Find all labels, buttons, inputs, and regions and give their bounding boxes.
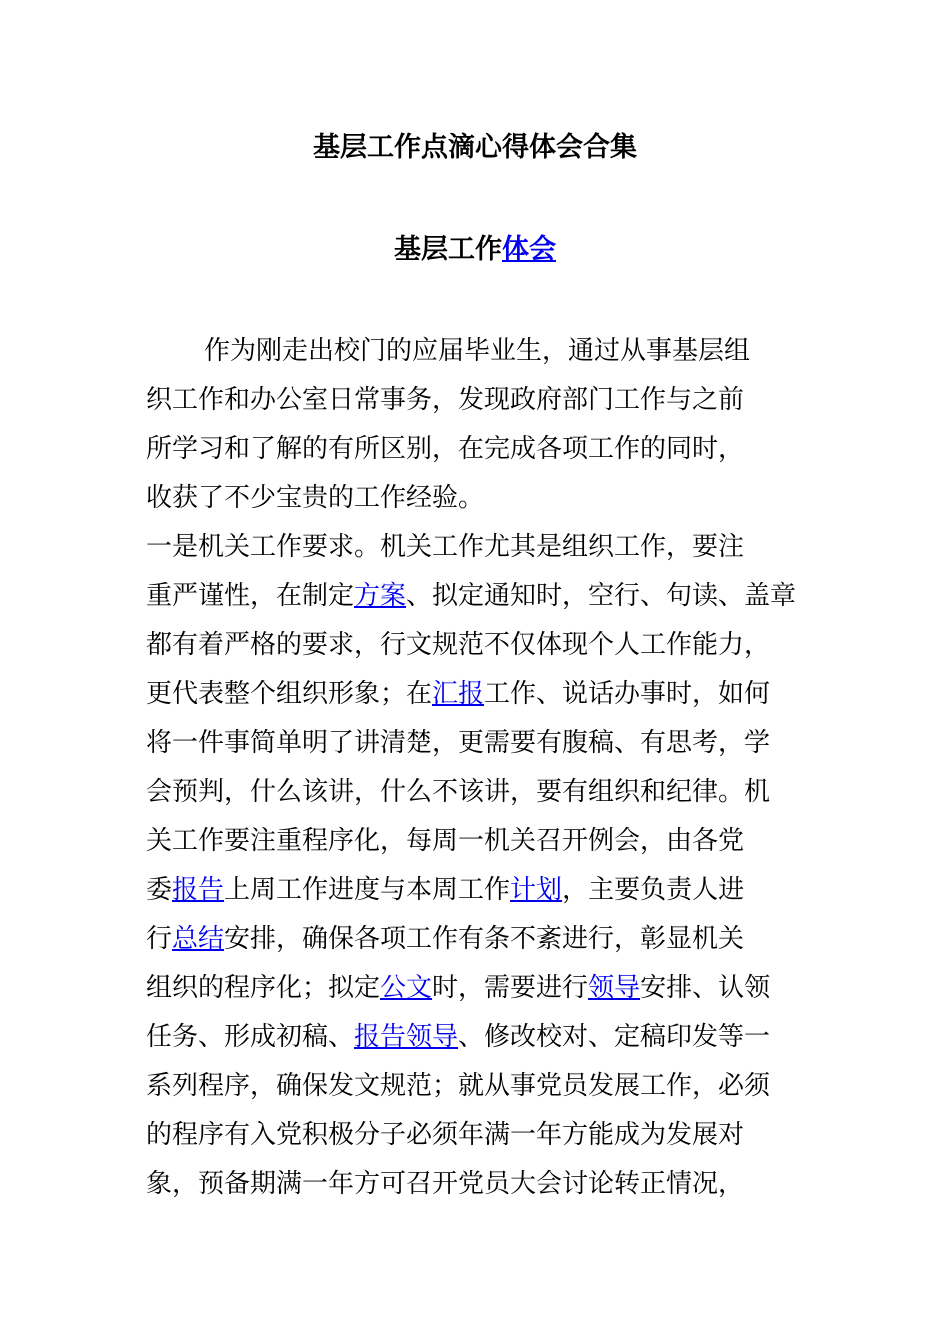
inline-link[interactable]: 方案 [354, 581, 407, 611]
text-segment: 更代表整个组织形象；在 [146, 679, 433, 709]
inline-link[interactable]: 公文 [380, 973, 433, 1003]
inline-link[interactable]: 领导 [588, 973, 641, 1003]
text-line [146, 768, 810, 817]
text-segment: 织工作和办公室日常事务，发现政府部门工作与之前 [146, 385, 745, 415]
inline-link[interactable]: 汇报 [432, 679, 485, 709]
text-line [146, 670, 810, 719]
text-segment: 一是机关工作要求。机关工作尤其是组织工作，要注 [146, 532, 745, 562]
text-segment: 所学习和了解的有所区别，在完成各项工作的同时， [146, 434, 745, 464]
text-line [146, 327, 810, 376]
inline-link[interactable]: 总结 [172, 924, 225, 954]
text-segment: 工作、说话办事时，如何 [484, 679, 771, 709]
text-line [146, 523, 810, 572]
text-line [146, 915, 810, 964]
text-segment: 组织的程序化；拟定 [146, 973, 381, 1003]
text-line [146, 572, 810, 621]
text-segment: 会预判，什么该讲，什么不该讲，要有组织和纪律。机 [146, 777, 771, 807]
inline-link[interactable]: 计划 [510, 875, 563, 905]
subtitle-text: 基层工作 [394, 234, 502, 265]
text-segment: 上周工作进度与本周工作 [224, 875, 511, 905]
text-line [146, 1062, 810, 1111]
text-line [146, 425, 810, 474]
text-segment: 任务、形成初稿、 [146, 1022, 355, 1052]
text-segment: 重严谨性，在制定 [146, 581, 355, 611]
document-subtitle [0, 230, 950, 270]
text-segment: 将一件事简单明了讲清楚，更需要有腹稿、有思考，学 [146, 728, 771, 758]
document-title: 基层工作点滴心得体会合集 [313, 132, 637, 163]
text-line [146, 1160, 810, 1209]
text-segment: 作为刚走出校门的应届毕业生，通过从事基层组 [204, 336, 751, 366]
text-segment: 安排、认领 [640, 973, 771, 1003]
text-segment: 系列程序，确保发文规范；就从事党员发展工作，必须 [146, 1071, 771, 1101]
text-segment: 、拟定通知时，空行、句读、盖章 [406, 581, 797, 611]
subtitle-link[interactable]: 体会 [502, 234, 556, 265]
inline-link[interactable]: 报告 [172, 875, 225, 905]
text-segment: ，主要负责人进 [562, 875, 745, 905]
text-segment: 的程序有入党积极分子必须年满一年方能成为发展对 [146, 1120, 745, 1150]
text-segment: 安排，确保各项工作有条不紊进行，彰显机关 [224, 924, 745, 954]
text-line [146, 719, 810, 768]
text-segment: 关工作要注重程序化，每周一机关召开例会，由各党 [146, 826, 745, 856]
document-body [146, 327, 810, 1209]
text-line [146, 474, 810, 523]
text-line [146, 621, 810, 670]
text-line [146, 866, 810, 915]
text-segment: 象，预备期满一年方可召开党员大会讨论转正情况， [146, 1169, 745, 1199]
inline-link[interactable]: 报告领导 [354, 1022, 459, 1052]
text-segment: 、修改校对、定稿印发等一 [458, 1022, 771, 1052]
text-line [146, 817, 810, 866]
text-segment: 行 [146, 924, 173, 954]
text-line [146, 376, 810, 425]
text-segment: 收获了不少宝贵的工作经验。 [146, 483, 485, 513]
text-segment: 都有着严格的要求，行文规范不仅体现个人工作能力， [146, 630, 771, 660]
text-line [146, 1111, 810, 1160]
text-line [146, 1013, 810, 1062]
text-segment: 时，需要进行 [432, 973, 589, 1003]
text-segment: 委 [146, 875, 173, 905]
text-line [146, 964, 810, 1013]
